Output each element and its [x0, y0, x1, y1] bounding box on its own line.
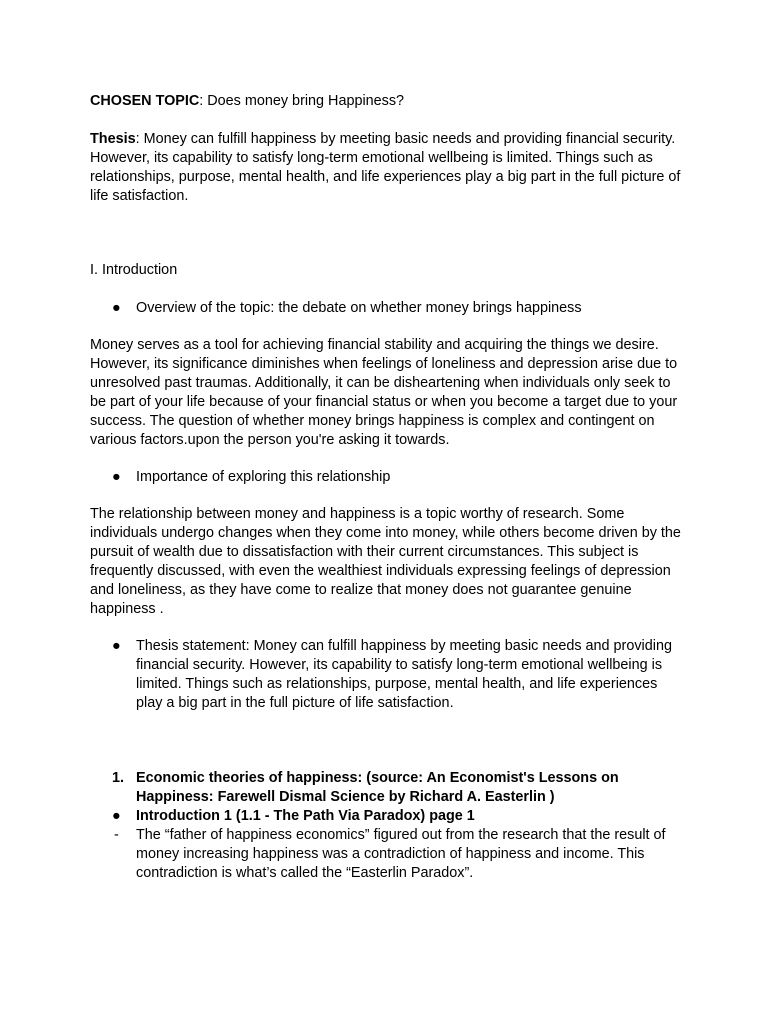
- bullet-overview-text: Overview of the topic: the debate on whether money brings happiness: [136, 300, 582, 316]
- economic-theories-heading: Economic theories of happiness: (source: An Economist's Lessons on Happiness: Farewell Dismal Science by Richard A. Easterlin ): [136, 770, 619, 805]
- intro-paragraph-1: Money serves as a tool for achieving financial stability and acquiring the things we desire. However, its significance diminishes when feelings of loneliness and depression arise due to unresolved past traumas. Additionally, it can be disheartening when individuals only seek to be part of your life because of your financial status or when you become a target due to your success. The question of whether money brings happiness is complex and contingent on various factors.upon the person you're asking it towards.: [90, 337, 678, 448]
- bullet-marker: ●: [112, 469, 121, 485]
- bullet-importance-text: Importance of exploring this relationship: [136, 469, 391, 485]
- thesis-paragraph: [90, 130, 690, 206]
- bullet-thesis-text: Thesis statement: Money can fulfill happiness by meeting basic needs and providing financial security. However, its capability to satisfy long-term emotional wellbeing is limited. Things such as relationships, purpose, mental health, and life experiences play a big part in the full picture of life satisfaction.: [136, 638, 672, 711]
- introduction-heading: I. Introduction: [90, 262, 178, 278]
- list-number: 1.: [112, 770, 125, 786]
- chosen-topic-line: [90, 92, 690, 111]
- dash-marker: -: [114, 827, 119, 843]
- thesis-text: : Money can fulfill happiness by meeting basic needs and providing financial security. However, its capability to satisfy long-term emotional wellbeing is limited. Things such as relationships, purpose, mental health, and life experiences play a big part in the full picture of life satisfaction.: [90, 131, 681, 204]
- chosen-topic-text: : Does money bring Happiness?: [199, 93, 405, 109]
- chosen-topic-label: CHOSEN TOPIC: [90, 93, 200, 109]
- thesis-label: Thesis: [90, 131, 136, 147]
- introduction-1-text: Introduction 1 (1.1 - The Path Via Paradox) page 1: [136, 808, 475, 824]
- bullet-marker: ●: [112, 808, 121, 824]
- bullet-marker: ●: [112, 300, 121, 316]
- intro-paragraph-2: The relationship between money and happiness is a topic worthy of research. Some individuals undergo changes when they come into money, while others become driven by the pursuit of wealth due to dissatisfaction with their current circumstances. This subject is frequently discussed, with even the wealthiest individuals expressing feelings of depression and loneliness, as they have come to realize that money does not guarantee genuine happiness .: [90, 506, 681, 617]
- bullet-marker: ●: [112, 638, 121, 654]
- easterlin-paradox-text: The “father of happiness economics” figured out from the research that the result of money increasing happiness was a contradiction of happiness and income. This contradiction is what’s called the “Easterlin Paradox”.: [136, 827, 666, 881]
